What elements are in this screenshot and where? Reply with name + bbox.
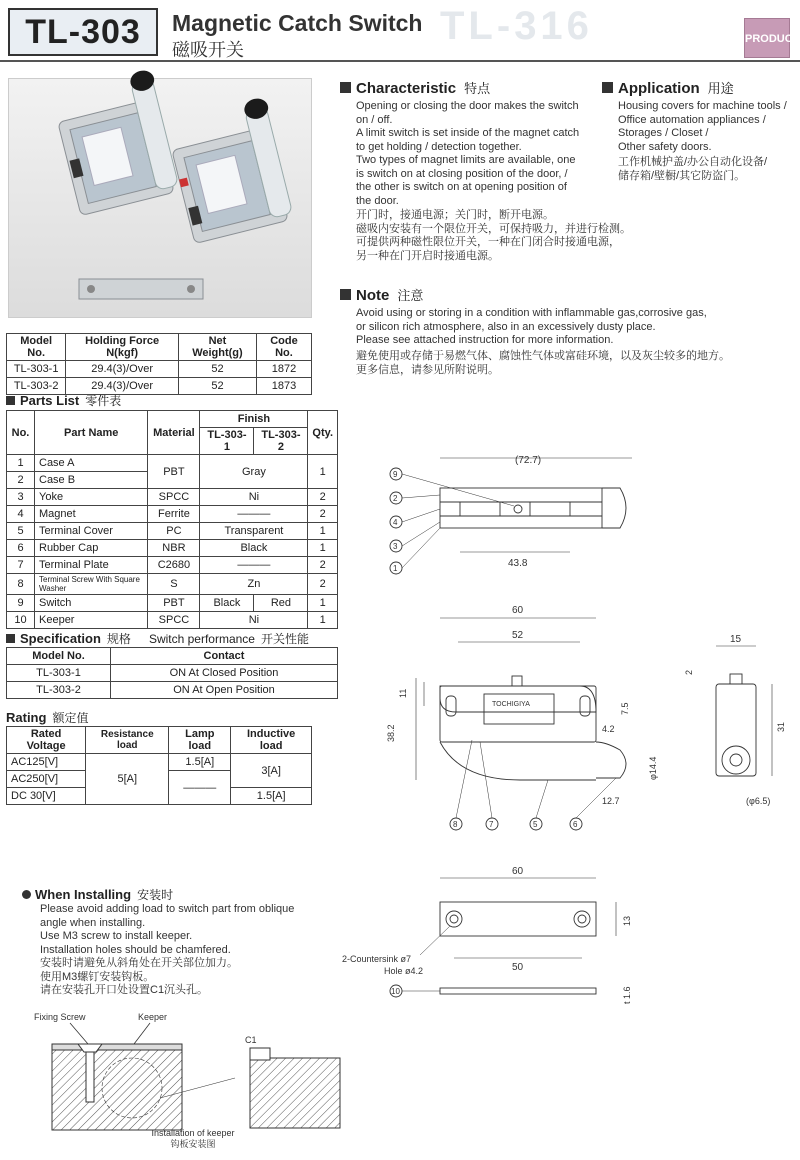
- table-cell: 9: [7, 595, 35, 612]
- text-line: Storages / Closet /: [618, 127, 709, 139]
- parts-header-name: Part Name: [35, 411, 148, 455]
- background-watermark: TL-316: [440, 4, 593, 48]
- table-cell: 8: [7, 574, 35, 595]
- table-cell: ON At Closed Position: [111, 665, 338, 682]
- specification-heading: [6, 630, 309, 647]
- label-c1: C1: [245, 1035, 257, 1045]
- parts-header-no: No.: [7, 411, 35, 455]
- text-line: angle when installing.: [40, 916, 146, 929]
- characteristic-text-cn: [356, 209, 656, 263]
- installing-text: [40, 903, 330, 998]
- table-cell: 52: [178, 361, 256, 378]
- table-cell: Black: [200, 540, 308, 557]
- text-line: 储存箱/壁橱/其它防盗门。: [618, 169, 746, 182]
- page-title-cn: 磁吸开关: [172, 40, 244, 60]
- table-cell: 29.4(3)/Over: [66, 378, 179, 395]
- table-cell: 5: [7, 523, 35, 540]
- table-cell: SPCC: [148, 489, 200, 506]
- note-text: [356, 307, 776, 348]
- table-cell: 52: [178, 378, 256, 395]
- dim-diameter-14-4: φ14.4: [648, 756, 658, 780]
- side-view-cap-inner: [730, 754, 742, 766]
- top-view-cap: [602, 488, 626, 528]
- dim-2: 2: [684, 669, 694, 675]
- product-photo-illustration: [9, 79, 313, 319]
- table-row: [7, 682, 338, 699]
- table-cell: AC250[V]: [7, 771, 86, 788]
- dim-keeper-60: 60: [512, 866, 524, 877]
- model-table: [6, 333, 312, 395]
- front-view-base: [440, 742, 596, 780]
- leader-line: [402, 474, 514, 506]
- callout-label: 7: [489, 820, 494, 829]
- callout-label: 1: [393, 564, 398, 573]
- text-line: 另一种在门开启时接通电源。: [356, 249, 499, 262]
- table-row: [7, 361, 312, 378]
- leader-line: [420, 926, 450, 955]
- table-cell: Transparent: [200, 523, 308, 540]
- rating-header: Lamp load: [169, 727, 231, 754]
- installing-title-cn: 安装时: [137, 888, 174, 902]
- spec-header-model: Model No.: [7, 648, 111, 665]
- application-heading: [602, 78, 734, 97]
- dim-height-31: 31: [776, 721, 786, 732]
- bullet-square-icon: [6, 396, 15, 405]
- table-cell: S: [148, 574, 200, 595]
- bullet-dot-icon: [22, 890, 31, 899]
- mount-slot: [446, 696, 456, 716]
- parts-list-table: [6, 410, 338, 629]
- specification-table: [6, 647, 338, 699]
- table-cell: 6: [7, 540, 35, 557]
- characteristic-text: [356, 100, 596, 208]
- text-line: Use M3 screw to install keeper.: [40, 930, 193, 942]
- text-line: Installation holes should be chamfered.: [40, 943, 231, 956]
- table-cell: ON At Open Position: [111, 682, 338, 699]
- label-plate: [484, 694, 554, 724]
- table-cell: TL-303-1: [7, 361, 66, 378]
- screw-shank: [86, 1052, 94, 1102]
- table-cell: 2: [308, 489, 338, 506]
- table-cell: 1872: [256, 361, 311, 378]
- table-cell: Magnet: [35, 506, 148, 523]
- note-title: Note: [356, 287, 390, 304]
- leader-line: [402, 495, 440, 498]
- keeper-countersink: [574, 911, 590, 927]
- caption-en: Installation of keeper: [151, 1128, 235, 1138]
- table-cell: 1: [308, 523, 338, 540]
- keeper-plate: [52, 1044, 182, 1050]
- specification-subtitle-cn: 开关性能: [260, 632, 309, 646]
- application-text: [618, 100, 798, 154]
- text-line: 更多信息，请参见所附说明。: [356, 363, 499, 376]
- leader-line: [402, 509, 440, 522]
- dim-7-5: 7.5: [620, 702, 630, 715]
- dim-total-length: (72.7): [515, 455, 542, 466]
- countersink-label: 2-Countersink ø7: [342, 954, 412, 964]
- text-line: A limit switch is set inside of the magnet catch: [356, 127, 580, 139]
- keeper-side-outline: [440, 988, 596, 994]
- switch-outline: [514, 505, 522, 513]
- dim-keeper-13: 13: [622, 915, 632, 926]
- table-cell: 1: [308, 540, 338, 557]
- table-cell: 3[A]: [231, 754, 312, 788]
- text-line: to get holding / detection together.: [356, 140, 522, 153]
- rubber-cap-outline: [596, 742, 626, 778]
- table-row: [7, 540, 338, 557]
- table-cell: Black: [200, 595, 254, 612]
- table-cell: 5[A]: [86, 754, 169, 805]
- table-cell: Terminal Cover: [35, 523, 148, 540]
- dim-height-11: 11: [398, 688, 408, 698]
- table-cell: ———: [200, 557, 308, 574]
- dim-width-15: 15: [730, 634, 742, 645]
- model-table-header: Net Weight(g): [178, 334, 256, 361]
- text-line: 可提供两种磁性限位开关，一种在门闭合时接通电源，: [356, 236, 620, 248]
- table-cell: SPCC: [148, 612, 200, 629]
- side-view-plunger: [730, 674, 742, 684]
- leader-line: [536, 780, 548, 818]
- text-line: 请在安装孔开口处设置C1沉头孔。: [40, 984, 209, 996]
- text-line: 开门时，接通电源；关门时，断开电源。: [356, 209, 554, 221]
- table-cell: C2680: [148, 557, 200, 574]
- side-view-drawing: [716, 646, 772, 776]
- installing-title: When Installing: [35, 887, 132, 902]
- table-cell: Rubber Cap: [35, 540, 148, 557]
- mount-slot: [580, 696, 590, 716]
- model-table-header: Model No.: [7, 334, 66, 361]
- table-row: [7, 455, 338, 472]
- table-cell: 2: [308, 557, 338, 574]
- table-cell: Switch: [35, 595, 148, 612]
- table-cell: Ni: [200, 489, 308, 506]
- keeper-countersink: [446, 911, 462, 927]
- dim-height-38: 38.2: [386, 724, 396, 742]
- callout-label: 8: [453, 820, 458, 829]
- rating-heading: [6, 709, 88, 726]
- characteristic-heading: [340, 78, 490, 97]
- product-badge: PRODUCT: [744, 18, 790, 58]
- parts-header-material: Material: [148, 411, 200, 455]
- text-line: Opening or closing the door makes the switch: [356, 100, 579, 112]
- table-cell: Ferrite: [148, 506, 200, 523]
- leader-line: [456, 740, 472, 818]
- detail-hole: [250, 1048, 270, 1060]
- text-line: Please avoid adding load to switch part from oblique: [40, 903, 295, 915]
- label-fixing-screw: Fixing Screw: [34, 1012, 86, 1022]
- keeper-hole: [578, 915, 586, 923]
- table-cell: DC 30[V]: [7, 788, 86, 805]
- table-cell: 29.4(3)/Over: [66, 361, 179, 378]
- table-cell: 1: [7, 455, 35, 472]
- leader-line: [134, 1023, 150, 1044]
- specification-title-cn: 规格: [106, 632, 131, 646]
- parts-list-heading: [6, 392, 121, 409]
- characteristic-title: Characteristic: [356, 80, 457, 97]
- keeper-outline: [440, 902, 596, 936]
- callout-label: 6: [573, 820, 578, 829]
- text-line: 使用M3螺钉安装钩板。: [40, 970, 155, 983]
- text-line: the door.: [356, 194, 399, 207]
- table-cell: Case A: [35, 455, 148, 472]
- dim-width-60: 60: [512, 605, 524, 616]
- model-table-header: Code No.: [256, 334, 311, 361]
- table-cell: 1: [308, 455, 338, 489]
- technical-drawings: [342, 450, 800, 1010]
- table-cell: Ni: [200, 612, 308, 629]
- table-cell: 1: [308, 612, 338, 629]
- text-line: Housing covers for machine tools /: [618, 100, 787, 112]
- table-row: [7, 595, 338, 612]
- application-title: Application: [618, 80, 700, 97]
- table-cell: ———: [169, 771, 231, 805]
- rating-table: [6, 726, 312, 805]
- text-line: Other safety doors.: [618, 140, 712, 153]
- text-line: or silicon rich atmosphere, also in an excessively dusty place.: [356, 320, 656, 333]
- text-line: is switch on at closing position of the door, /: [356, 167, 568, 180]
- rating-title: Rating: [6, 710, 47, 725]
- model-table-header: Holding Force N(kgf): [66, 334, 179, 361]
- product-photo: [8, 78, 312, 318]
- text-line: 工作机械护盖/办公自动化设备/: [618, 156, 768, 168]
- table-cell: 2: [308, 506, 338, 523]
- model-number: TL-303: [8, 8, 158, 56]
- bullet-square-icon: [602, 82, 613, 93]
- specification-subtitle: Switch performance: [148, 632, 255, 646]
- dim-keeper-50: 50: [512, 962, 524, 973]
- bullet-square-icon: [340, 82, 351, 93]
- table-row: [7, 574, 338, 595]
- note-title-cn: 注意: [397, 288, 424, 303]
- top-view-body: [440, 488, 602, 528]
- table-row: [7, 612, 338, 629]
- dim-12-7: 12.7: [602, 796, 620, 806]
- table-cell: TL-303-1: [7, 665, 111, 682]
- label-keeper: Keeper: [138, 1012, 168, 1022]
- parts-header-finish: Finish: [200, 411, 308, 428]
- table-row: [7, 665, 338, 682]
- rating-header: Rated Voltage: [7, 727, 86, 754]
- magnet-outline: [460, 502, 500, 516]
- detail-section: [250, 1058, 340, 1128]
- table-cell: PBT: [148, 595, 200, 612]
- table-cell: 1873: [256, 378, 311, 395]
- rating-title-cn: 额定值: [52, 711, 89, 725]
- installing-heading: [22, 886, 173, 903]
- table-row: [7, 557, 338, 574]
- keeper-drawing: [390, 878, 616, 997]
- table-cell: PC: [148, 523, 200, 540]
- table-cell: Gray: [200, 455, 308, 489]
- text-line: 磁吸内安装有一个限位开关，可保持吸力，并进行检测。: [356, 222, 631, 235]
- table-cell: NBR: [148, 540, 200, 557]
- parts-header-qty: Qty.: [308, 411, 338, 455]
- text-line: on / off.: [356, 113, 393, 126]
- magnet-outline: [530, 502, 570, 516]
- text-line: Please see attached instruction for more information.: [356, 334, 614, 346]
- table-cell: 2: [308, 574, 338, 595]
- parts-header-finish-2: TL-303-2: [254, 428, 308, 455]
- table-row: [7, 754, 312, 771]
- leader-line: [70, 1023, 88, 1044]
- table-cell: 7: [7, 557, 35, 574]
- dim-diameter-6-5: (φ6.5): [746, 796, 771, 806]
- table-cell: Zn: [200, 574, 308, 595]
- note-text-cn: [356, 350, 776, 377]
- table-cell: 1: [308, 595, 338, 612]
- table-cell: Case B: [35, 472, 148, 489]
- table-cell: Yoke: [35, 489, 148, 506]
- table-cell: 3: [7, 489, 35, 506]
- callout-label: 10: [391, 987, 400, 996]
- callout-label: 2: [393, 494, 398, 503]
- parts-list-title-cn: 零件表: [85, 394, 122, 408]
- mounting-wall: [52, 1048, 182, 1130]
- switch-plunger: [512, 676, 522, 686]
- table-row: [7, 489, 338, 506]
- dim-inner-length: 43.8: [508, 558, 528, 569]
- callout-label: 9: [393, 470, 398, 479]
- application-title-cn: 用途: [707, 81, 734, 96]
- caption-cn: 钩板安装图: [170, 1139, 216, 1149]
- installation-caption: [138, 1128, 248, 1150]
- specification-title: Specification: [20, 631, 101, 646]
- table-cell: PBT: [148, 455, 200, 489]
- table-cell: 10: [7, 612, 35, 629]
- keeper-hole: [450, 915, 458, 923]
- callout-label: 5: [533, 820, 538, 829]
- callout-label: 4: [393, 518, 398, 527]
- dim-4-2: 4.2: [602, 724, 615, 734]
- side-view-cap: [722, 746, 750, 774]
- parts-list-title: Parts List: [20, 393, 80, 408]
- table-cell: Terminal Plate: [35, 557, 148, 574]
- table-row: [7, 523, 338, 540]
- dim-thickness: t 1.6: [622, 986, 632, 1004]
- text-line: Office automation appliances /: [618, 113, 766, 126]
- table-cell: Red: [254, 595, 308, 612]
- table-cell: Keeper: [35, 612, 148, 629]
- text-line: 安装时请避免从斜角处在开关部位加力。: [40, 957, 238, 969]
- front-view-drawing: [416, 618, 626, 830]
- callout-label: 3: [393, 542, 398, 551]
- text-line: 避免使用或存储于易燃气体、腐蚀性气体或富硅环境，以及灰尘较多的地方。: [356, 350, 730, 362]
- table-cell: 1.5[A]: [169, 754, 231, 771]
- header-divider: [0, 60, 800, 62]
- page-title: Magnetic Catch Switch: [172, 10, 423, 36]
- table-cell: 1.5[A]: [231, 788, 312, 805]
- table-cell: TL-303-2: [7, 682, 111, 699]
- table-cell: Terminal Screw With Square Washer: [35, 574, 148, 595]
- bullet-square-icon: [6, 634, 15, 643]
- application-text-cn: [618, 156, 798, 183]
- table-cell: 2: [7, 472, 35, 489]
- table-cell: 4: [7, 506, 35, 523]
- table-cell: ———: [200, 506, 308, 523]
- table-row: [7, 506, 338, 523]
- table-cell: TL-303-2: [7, 378, 66, 395]
- hole-label: Hole ø4.2: [384, 966, 424, 976]
- front-view-lower: [440, 686, 596, 712]
- dim-width-52: 52: [512, 630, 524, 641]
- note-heading: [340, 285, 423, 304]
- rating-header: Inductive load: [231, 727, 312, 754]
- bullet-square-icon: [340, 289, 351, 300]
- leader-line: [480, 742, 492, 818]
- text-line: Two types of magnet limits are available, one: [356, 154, 576, 166]
- characteristic-title-cn: 特点: [464, 81, 491, 96]
- brand-label: TOCHIGIYA: [492, 701, 530, 708]
- text-line: the other is switch on at opening position of: [356, 181, 567, 193]
- rating-header: Resistance load: [86, 727, 169, 754]
- text-line: Avoid using or storing in a condition with inflammable gas,corrosive gas,: [356, 307, 707, 319]
- parts-header-finish-1: TL-303-1: [200, 428, 254, 455]
- table-cell: AC125[V]: [7, 754, 86, 771]
- top-view-drawing: [390, 455, 632, 574]
- spec-header-contact: Contact: [111, 648, 338, 665]
